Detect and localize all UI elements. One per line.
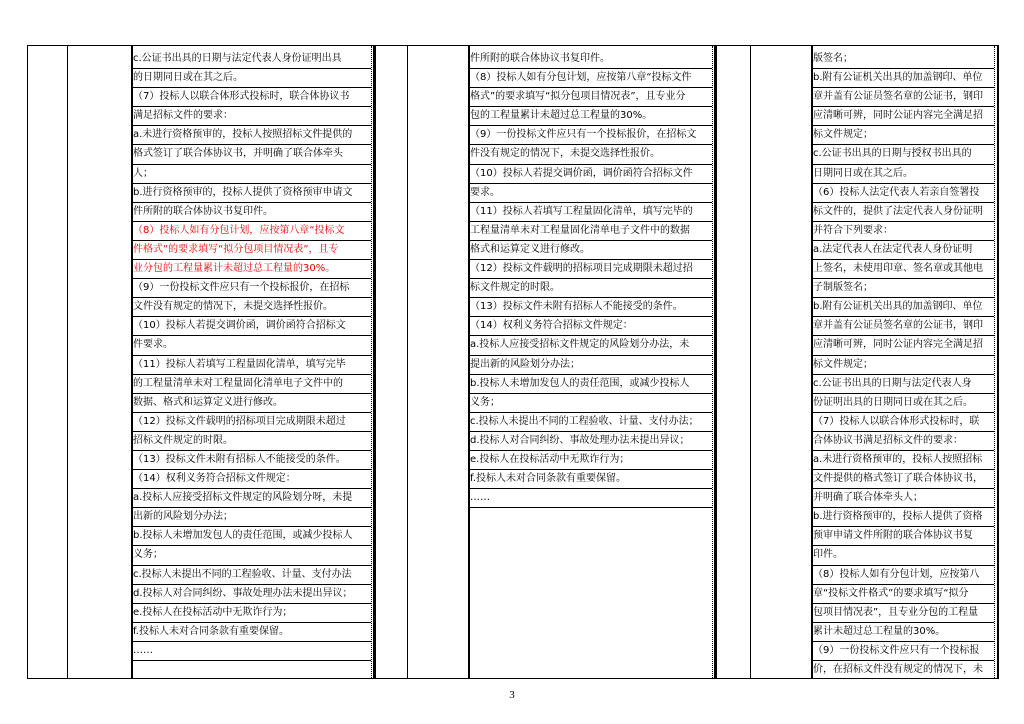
clause-line: 出新的风险划分办法；	[133, 507, 371, 527]
clause-line: （13）投标文件未附有招标人不能接受的条件。	[470, 297, 712, 317]
clause-line: b.进行资格预审的，投标人提供了资格	[813, 507, 994, 527]
clause-line: 格式和运算定义进行修改。	[470, 240, 712, 260]
clause-line: c.公证书出具的日期与法定代表人身份证明出具	[133, 49, 371, 69]
clause-line: 满足招标文件的要求：	[133, 106, 371, 126]
column-divider	[714, 46, 717, 678]
clause-line: a.未进行资格预审的，投标人按照招标文件提供的	[133, 125, 371, 145]
clause-line: （12）投标文件载明的招标项目完成期限未超过招	[470, 259, 712, 279]
clause-line: b.进行资格预审的，投标人提供了资格预审申请文	[133, 183, 371, 203]
clause-text-column-1	[133, 49, 371, 678]
clause-line: d.投标人对合同纠纷、事故处理办法未提出异议；	[133, 584, 371, 604]
clause-line: （9）一份投标文件应只有一个投标报	[813, 641, 994, 661]
clause-line: 文件提供的格式签订了联合体协议书，	[813, 469, 994, 489]
clause-line: （8）投标人如有分包计划，应按第八	[813, 565, 994, 585]
clause-line: （8）投标人如有分包计划，应按第八章“投标文件	[470, 68, 712, 88]
clause-line: 提出新的风险划分办法；	[470, 355, 712, 375]
clause-line: 格式”的要求填写“拟分包项目情况表”，且专业分	[470, 87, 712, 107]
clause-line: e.投标人在投标活动中无欺诈行为；	[470, 450, 712, 470]
clause-line: 要求。	[470, 183, 712, 203]
clause-line: （7）投标人以联合体形式投标时，联	[813, 412, 994, 432]
clause-line: 子制版签名；	[813, 278, 994, 298]
clause-line: ……	[133, 641, 371, 661]
clause-line: b.附有公证机关出具的加盖钢印、单位	[813, 297, 994, 317]
clause-line: 并符合下列要求：	[813, 221, 994, 241]
clause-line: 业分包的工程量累计未超过总工程量的30%。	[133, 259, 371, 279]
clause-line: 件要求。	[133, 335, 371, 355]
table-border-left	[27, 46, 28, 678]
clause-line: 标文件规定；	[813, 355, 994, 375]
clause-line: b.附有公证机关出具的加盖钢印、单位	[813, 68, 994, 88]
column-divider	[407, 46, 408, 678]
clause-line: 包项目情况表”，且专业分包的工程量	[813, 603, 994, 623]
clause-line: 份证明出具的日期同日或在其之后。	[813, 393, 994, 413]
comparison-table	[27, 45, 999, 679]
clause-line: 标文件规定的时限。	[470, 278, 712, 298]
clause-line: （8）投标人如有分包计划，应按第八章“投标文	[133, 221, 371, 241]
clause-line: 并明确了联合体牵头人；	[813, 488, 994, 508]
clause-line: 人；	[133, 164, 371, 184]
clause-line: c.投标人未提出不同的工程验收、计量、支付办法	[133, 565, 371, 585]
clause-line: 合体协议书满足招标文件的要求：	[813, 431, 994, 451]
clause-line: 应清晰可辨，同时公证内容完全满足招	[813, 106, 994, 126]
page-number: 3	[509, 689, 515, 701]
clause-line: （12）投标文件载明的招标项目完成期限未超过	[133, 412, 371, 432]
clause-line: 件没有规定的情况下，未提交选择性报价。	[470, 144, 712, 164]
clause-line: 标文件的，提供了法定代表人身份证明	[813, 202, 994, 222]
clause-line: f.投标人未对合同条款有重要保留。	[133, 622, 371, 642]
clause-line: 章并盖有公证员签名章的公证书，钢印	[813, 316, 994, 336]
clause-line: 的工程量清单未对工程量固化清单电子文件中的	[133, 374, 371, 394]
clause-text-column-3	[813, 49, 994, 678]
clause-line: 件所附的联合体协议书复印件。	[470, 49, 712, 69]
clause-line: 应清晰可辨，同时公证内容完全满足招	[813, 335, 994, 355]
clause-line: 累计未超过总工程量的30%。	[813, 622, 994, 642]
clause-line: 义务；	[133, 545, 371, 565]
clause-line: e.投标人在投标活动中无欺诈行为；	[133, 603, 371, 623]
column-divider	[67, 46, 68, 678]
clause-line: ……	[470, 488, 712, 508]
clause-line: 版签名；	[813, 49, 994, 69]
clause-line: 包的工程量累计未超过总工程量的30%。	[470, 106, 712, 126]
clause-line: 招标文件规定的时限。	[133, 431, 371, 451]
clause-line: 标文件规定；	[813, 125, 994, 145]
clause-line: 件格式”的要求填写“拟分包项目情况表”，且专	[133, 240, 371, 260]
clause-line: （11）投标人若填写工程量固化清单，填写完毕	[133, 355, 371, 375]
clause-line: a.投标人应接受招标文件规定的风险划分办法，未	[470, 335, 712, 355]
column-divider	[371, 46, 372, 678]
clause-line: d.投标人对合同纠纷、事故处理办法未提出异议；	[470, 431, 712, 451]
clause-line: （9）一份投标文件应只有一个投标报价，在招标文	[470, 125, 712, 145]
clause-line: 的日期同日或在其之后。	[133, 68, 371, 88]
clause-line: （10）投标人若提交调价函，调价函符合招标文件	[470, 164, 712, 184]
clause-line: （11）投标人若填写工程量固化清单，填写完毕的	[470, 202, 712, 222]
clause-line: b.投标人未增加发包人的责任范围，或减少投标人	[470, 374, 712, 394]
clause-line: c.公证书出具的日期与法定代表人身	[813, 374, 994, 394]
clause-text-column-2	[470, 49, 712, 678]
clause-line: 章“投标文件格式”的要求填写“拟分	[813, 584, 994, 604]
clause-line: （10）投标人若提交调价函，调价函符合招标文	[133, 316, 371, 336]
clause-line: 日期同日或在其之后。	[813, 164, 994, 184]
clause-line: （9）一份投标文件应只有一个投标报价，在招标	[133, 278, 371, 298]
clause-line: （14）权利义务符合招标文件规定：	[470, 316, 712, 336]
clause-line: b.投标人未增加发包人的责任范围，或减少投标人	[133, 526, 371, 546]
clause-line: （13）投标文件未附有招标人不能接受的条件。	[133, 450, 371, 470]
clause-line: 预审申请文件所附的联合体协议书复	[813, 526, 994, 546]
table-border-right	[997, 46, 999, 678]
clause-line: a.法定代表人在法定代表人身份证明	[813, 240, 994, 260]
clause-line: 工程量清单未对工程量固化清单电子文件中的数据	[470, 221, 712, 241]
clause-line: 章并盖有公证员签名章的公证书，钢印	[813, 87, 994, 107]
clause-line: （7）投标人以联合体形式投标时，联合体协议书	[133, 87, 371, 107]
clause-line: a.投标人应接受招标文件规定的风险划分呀，未提	[133, 488, 371, 508]
clause-line: （6）投标人法定代表人若亲自签署投	[813, 183, 994, 203]
clause-line: c.投标人未提出不同的工程验收、计量、支付办法；	[470, 412, 712, 432]
clause-line: c.公证书出具的日期与授权书出具的	[813, 144, 994, 164]
clause-line: a.未进行资格预审的，投标人按照招标	[813, 450, 994, 470]
column-divider	[750, 46, 751, 678]
clause-line: 格式签订了联合体协议书，并明确了联合体牵头	[133, 144, 371, 164]
column-divider	[994, 46, 995, 678]
clause-line: 印件。	[813, 545, 994, 565]
clause-line: 文件没有规定的情况下，未提交选择性报价。	[133, 297, 371, 317]
clause-line: 价，在招标文件没有规定的情况下，未	[813, 660, 994, 678]
clause-line: f.投标人未对合同条款有重要保留。	[470, 469, 712, 489]
clause-line: 数据、格式和运算定义进行修改。	[133, 393, 371, 413]
clause-line: 件所附的联合体协议书复印件。	[133, 202, 371, 222]
column-divider	[373, 46, 376, 678]
clause-line: （14）权利义务符合招标文件规定：	[133, 469, 371, 489]
column-divider	[712, 46, 713, 678]
clause-line: 上签名，未使用印章、签名章或其他电	[813, 259, 994, 279]
clause-line: 义务；	[470, 393, 712, 413]
